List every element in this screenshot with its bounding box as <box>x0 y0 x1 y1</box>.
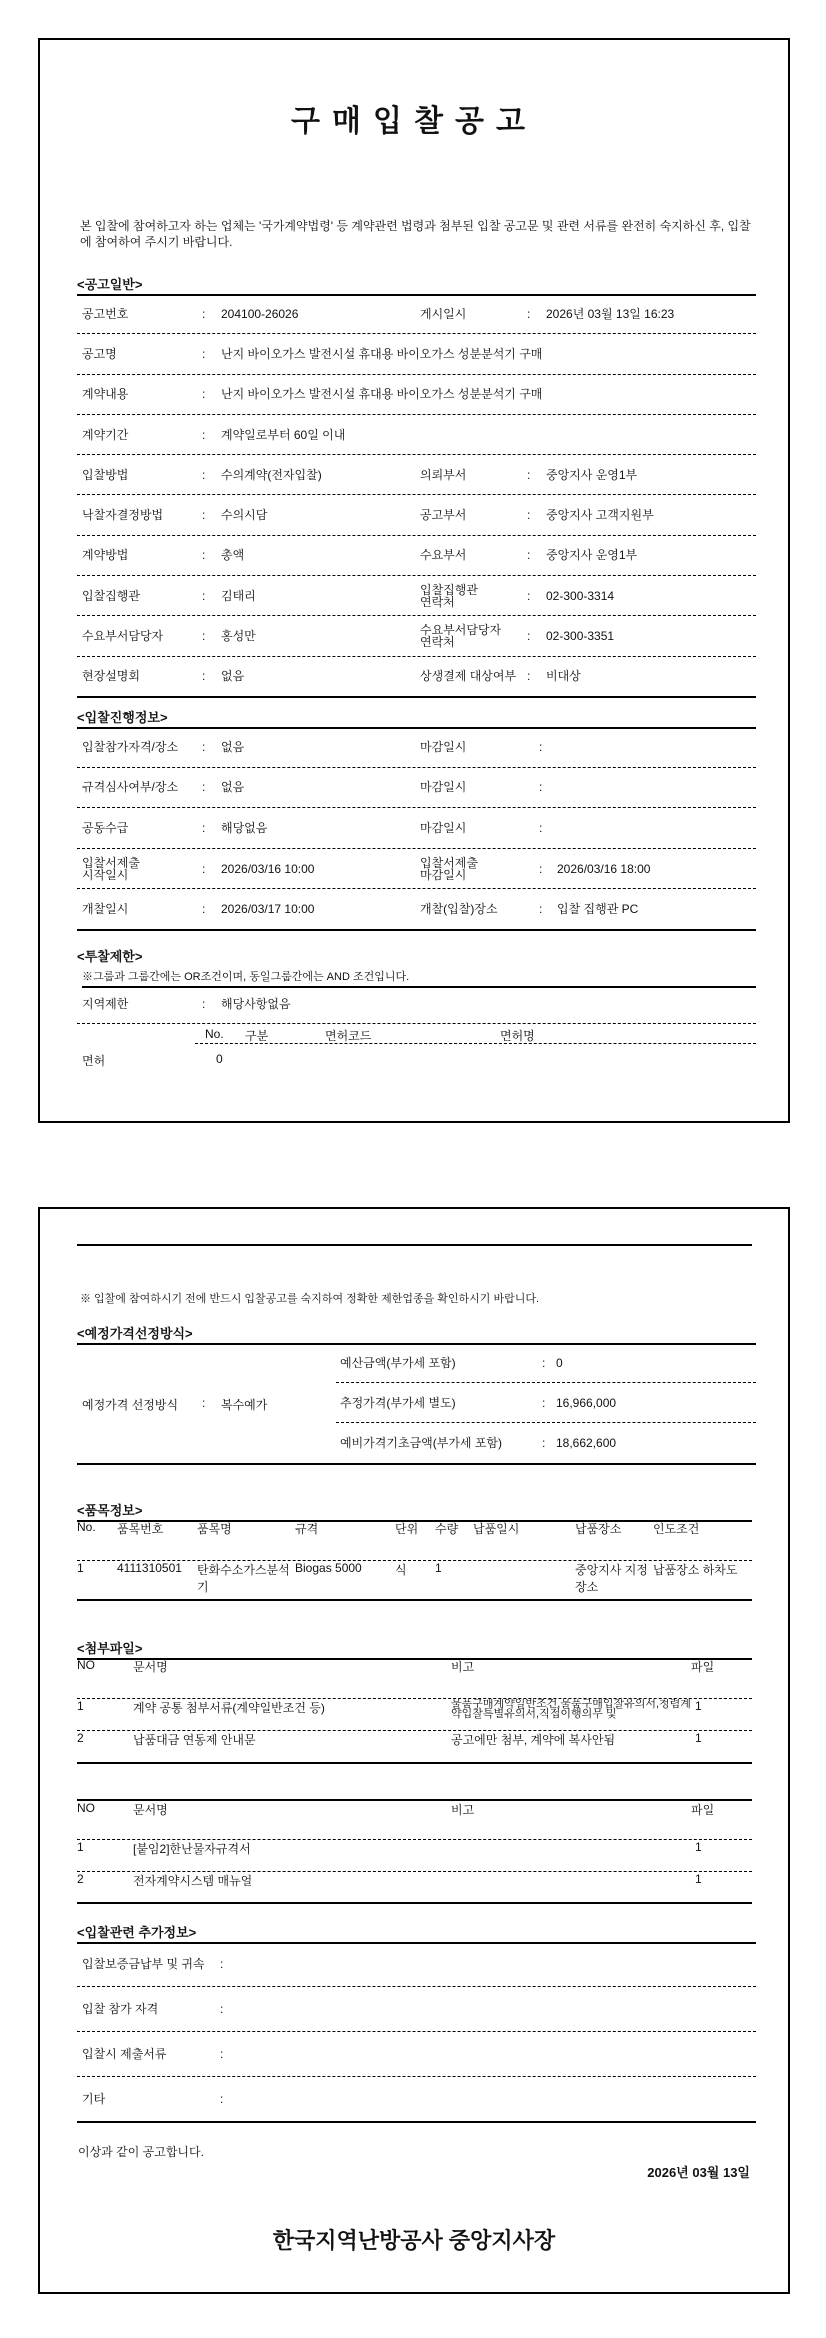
page-title: 구매입찰공고 <box>291 105 537 138</box>
cell <box>473 1561 575 1599</box>
label: 현장설명회 <box>82 669 140 684</box>
col-header: 파일 <box>691 1660 715 1674</box>
colon: : <box>202 427 206 442</box>
label: 공고부서 <box>420 508 467 523</box>
info-row <box>77 2032 756 2077</box>
license-header <box>195 1024 756 1044</box>
colon: : <box>202 548 206 563</box>
section-extra-header: <입찰관련 추가정보> <box>77 1922 756 1944</box>
price-method-value: 복수예가 <box>221 1398 268 1412</box>
col-header: 납품일시 <box>473 1522 520 1536</box>
label: 입찰시 제출서류 <box>82 2047 167 2061</box>
value: 중앙지사 운영1부 <box>546 467 638 482</box>
table-row[interactable] <box>77 1699 752 1731</box>
label: 공동수급 <box>82 820 129 835</box>
cell: 공고에만 첨부, 계약에 복사안됨 <box>451 1733 616 1747</box>
label: 입찰보증금납부 및 귀속 <box>82 1957 205 1971</box>
label: 수요부서담당자 <box>82 629 164 644</box>
value: 204100-26026 <box>221 306 299 321</box>
colon: : <box>539 780 543 795</box>
price-row <box>336 1423 756 1463</box>
colon: : <box>202 1396 206 1410</box>
document-link[interactable]: [붙임2]한난물자규격서 <box>133 1842 251 1856</box>
value: 난지 바이오가스 발전시설 휴대용 바이오가스 성분분석기 구매 <box>221 387 543 402</box>
cell: 1 <box>435 1561 442 1575</box>
license-col-no: No. <box>205 1027 224 1041</box>
label: 개찰일시 <box>82 902 129 917</box>
col-header: NO <box>77 1658 95 1672</box>
attachments-table-2 <box>77 1799 752 1904</box>
colon: : <box>542 1436 546 1450</box>
info-row <box>77 727 756 768</box>
colon: : <box>202 861 206 876</box>
info-row <box>77 808 756 849</box>
document-link[interactable]: 전자계약시스템 매뉴얼 <box>133 1874 253 1888</box>
value: 김태리 <box>221 588 256 603</box>
section-general-header: <공고일반> <box>77 274 756 296</box>
value: 중앙지사 운영1부 <box>546 548 638 563</box>
info-row <box>77 616 756 656</box>
colon: : <box>539 739 543 754</box>
value: 난지 바이오가스 발전시설 휴대용 바이오가스 성분분석기 구매 <box>221 346 543 361</box>
colon: : <box>220 2047 224 2061</box>
label: 지역제한 <box>82 997 129 1011</box>
label: 공고번호 <box>82 306 129 321</box>
label: 입찰집행관 <box>82 588 140 603</box>
progress-section <box>77 727 756 931</box>
colon: : <box>527 629 531 644</box>
extra-section <box>77 1942 756 2123</box>
price-row <box>336 1343 756 1383</box>
value: 해당없음 <box>221 820 268 835</box>
file-link[interactable]: 1 <box>695 1872 702 1886</box>
value: 총액 <box>221 548 245 563</box>
region-row <box>77 985 756 1024</box>
value: 02-300-3351 <box>546 629 615 644</box>
colon: : <box>527 548 531 563</box>
cell: 1 <box>77 1561 84 1575</box>
info-row <box>77 334 756 374</box>
license-col-code: 면허코드 <box>325 1029 372 1043</box>
file-link[interactable]: 1 <box>695 1731 702 1745</box>
value: 홍성만 <box>221 629 256 644</box>
colon: : <box>202 902 206 917</box>
license-label: 면허 <box>82 1054 106 1068</box>
col-header: 문서명 <box>133 1660 168 1674</box>
value: 0 <box>556 1355 563 1370</box>
label: 게시일시 <box>420 306 467 321</box>
label: 낙찰자결정방법 <box>82 508 164 523</box>
cell: 1 <box>77 1840 84 1854</box>
colon: : <box>527 467 531 482</box>
cell: 식 <box>395 1563 407 1577</box>
label: 수요부서담당자 연락처 <box>420 623 502 650</box>
colon: : <box>202 669 206 684</box>
label: 입찰 참가 자격 <box>82 2002 159 2016</box>
label: 입찰서제출 마감일시 <box>420 855 478 882</box>
col-header: 품목번호 <box>117 1522 164 1536</box>
col-header: 비고 <box>451 1660 475 1674</box>
colon: : <box>202 588 206 603</box>
colon: : <box>202 780 206 795</box>
colon: : <box>202 387 206 402</box>
col-header: 파일 <box>691 1803 715 1817</box>
info-row <box>77 657 756 698</box>
label: 계약방법 <box>82 548 129 563</box>
info-row <box>77 375 756 415</box>
items-table <box>77 1520 752 1601</box>
colon: : <box>539 902 543 917</box>
cell: 2 <box>77 1731 84 1745</box>
col-header: 납품장소 <box>575 1522 622 1536</box>
colon: : <box>202 346 206 361</box>
label: 계약기간 <box>82 427 129 442</box>
label: 수요부서 <box>420 548 467 563</box>
price-section <box>77 1343 756 1465</box>
price-method-label: 예정가격 선정방식 <box>82 1398 179 1412</box>
info-row <box>77 849 756 890</box>
value: 없음 <box>221 739 245 754</box>
cell: 2 <box>77 1872 84 1886</box>
closing-text: 이상과 같이 공고합니다. <box>78 2145 204 2159</box>
colon: : <box>220 2092 224 2106</box>
col-header: 품목명 <box>197 1522 232 1536</box>
label: 입찰방법 <box>82 467 129 482</box>
license-col-type: 구분 <box>245 1029 269 1043</box>
col-header: NO <box>77 1801 95 1815</box>
label: 규격심사여부/장소 <box>82 780 179 795</box>
label: 마감일시 <box>420 820 467 835</box>
col-header: 수량 <box>435 1522 459 1536</box>
colon: : <box>202 508 206 523</box>
file-link[interactable]: 1 <box>695 1840 702 1854</box>
cell: 납품장소 하차도 <box>653 1563 738 1577</box>
col-header: No. <box>77 1520 96 1534</box>
value: 02-300-3314 <box>546 588 615 603</box>
table-row[interactable] <box>77 1872 752 1904</box>
license-count: 0 <box>216 1052 223 1066</box>
value: 2026/03/17 10:00 <box>221 902 315 917</box>
colon: : <box>527 306 531 321</box>
page2-note: ※ 입찰에 참여하시기 전에 반드시 입찰공고를 숙지하여 정확한 제한업종을 확인하시기 바랍니다. <box>80 1293 540 1305</box>
value: 입찰 집행관 PC <box>557 902 639 917</box>
notice-date: 2026년 03월 13일 <box>647 2165 750 2180</box>
value: 계약일로부터 60일 이내 <box>221 427 346 442</box>
issuer-signature: 한국지역난방공사 중앙지사장 <box>272 2228 556 2253</box>
file-link[interactable]: 1 <box>695 1699 702 1713</box>
value: 18,662,600 <box>556 1436 617 1450</box>
label: 예산금액(부가세 포함) <box>340 1355 456 1370</box>
value: 해당사항없음 <box>221 997 291 1011</box>
colon: : <box>527 588 531 603</box>
divider <box>77 1244 752 1246</box>
section-progress-header: <입찰진행정보> <box>77 707 756 729</box>
info-row <box>77 2077 756 2123</box>
col-header: 규격 <box>295 1522 319 1536</box>
info-row <box>77 889 756 931</box>
section-attachments-header: <첨부파일> <box>77 1638 752 1660</box>
attachments-header-row <box>77 1658 752 1699</box>
col-header: 비고 <box>451 1803 475 1817</box>
label: 계약내용 <box>82 387 129 402</box>
attachments-table <box>77 1658 752 1764</box>
colon: : <box>527 669 531 684</box>
info-row <box>77 415 756 455</box>
col-header: 단위 <box>395 1522 419 1536</box>
price-row <box>336 1383 756 1423</box>
info-row <box>77 536 756 576</box>
colon: : <box>202 820 206 835</box>
value: 수의계약(전자입찰) <box>221 467 322 482</box>
section-price-header: <예정가격선정방식> <box>77 1323 756 1345</box>
cell: 탄화수소가스분석기 <box>197 1563 290 1594</box>
attachments-header-row <box>77 1799 752 1840</box>
cell <box>451 1840 691 1871</box>
label: 입찰집행관 연락처 <box>420 582 478 609</box>
colon: : <box>220 1957 224 1971</box>
cell: 중앙지사 지정장소 <box>575 1563 648 1594</box>
label: 개찰(입찰)장소 <box>420 902 498 917</box>
info-row <box>77 294 756 334</box>
value: 비대상 <box>546 669 581 684</box>
value: 2026년 03월 13일 16:23 <box>546 306 675 321</box>
value: 수의시담 <box>221 508 268 523</box>
general-section <box>77 294 756 698</box>
value: 2026/03/16 10:00 <box>221 861 315 876</box>
label: 상생결제 대상여부 <box>420 669 517 684</box>
info-row <box>77 1987 756 2032</box>
items-header-row <box>77 1520 752 1561</box>
colon: : <box>539 861 543 876</box>
table-row[interactable] <box>77 1731 752 1764</box>
cell <box>451 1872 691 1902</box>
value: 없음 <box>221 780 245 795</box>
label: 의뢰부서 <box>420 467 467 482</box>
cell: 1 <box>77 1699 84 1713</box>
info-row <box>77 768 756 809</box>
label: 추정가격(부가세 별도) <box>340 1395 456 1410</box>
colon: : <box>202 467 206 482</box>
license-col-name: 면허명 <box>500 1029 535 1043</box>
restriction-section <box>77 985 756 1024</box>
info-row <box>77 455 756 495</box>
colon: : <box>202 997 206 1011</box>
col-header: 인도조건 <box>653 1522 700 1536</box>
section-restriction-header: <투찰제한> <box>77 949 143 964</box>
colon: : <box>202 306 206 321</box>
info-row <box>77 576 756 616</box>
document-link[interactable]: 계약 공통 첨부서류(계약일반조건 등) <box>133 1701 325 1715</box>
value: 없음 <box>221 669 245 684</box>
table-row <box>77 1561 752 1601</box>
restriction-note: ※그룹과 그룹간에는 OR조건이며, 동일그룹간에는 AND 조건입니다. <box>82 968 756 988</box>
colon: : <box>202 629 206 644</box>
label: 입찰서제출 시작일시 <box>82 855 140 882</box>
colon: : <box>527 508 531 523</box>
label: 기타 <box>82 2092 106 2106</box>
cell: 물품구매계약일반조건,물품구매입찰유의서,청렴계약입찰특별유의서,직접이행의무 및 <box>451 1699 691 1720</box>
colon: : <box>542 1395 546 1410</box>
table-row[interactable] <box>77 1840 752 1872</box>
colon: : <box>542 1355 546 1370</box>
label: 입찰참가자격/장소 <box>82 739 179 754</box>
value: 2026/03/16 18:00 <box>557 861 651 876</box>
intro-text: 본 입찰에 참여하고자 하는 업체는 '국가계약법령' 등 계약관련 법령과 첨부된 입찰 공고문 및 관련 서류를 완전히 숙지하신 후, 입찰에 참여하여 주시기 바랍니다. <box>80 219 751 249</box>
label: 공고명 <box>82 346 117 361</box>
value: 16,966,000 <box>556 1395 617 1410</box>
label: 예비가격기초금액(부가세 포함) <box>340 1436 503 1450</box>
label: 마감일시 <box>420 780 467 795</box>
cell: Biogas 5000 <box>295 1561 362 1575</box>
value: 중앙지사 고객지원부 <box>546 508 654 523</box>
info-row <box>77 495 756 535</box>
colon: : <box>220 2002 224 2016</box>
cell: 4111310501 <box>117 1561 182 1575</box>
label: 마감일시 <box>420 739 467 754</box>
colon: : <box>202 739 206 754</box>
info-row <box>77 1942 756 1987</box>
col-header: 문서명 <box>133 1803 168 1817</box>
section-items-header: <품목정보> <box>77 1500 752 1522</box>
document-link[interactable]: 납품대금 연동제 안내문 <box>133 1733 256 1747</box>
colon: : <box>539 820 543 835</box>
